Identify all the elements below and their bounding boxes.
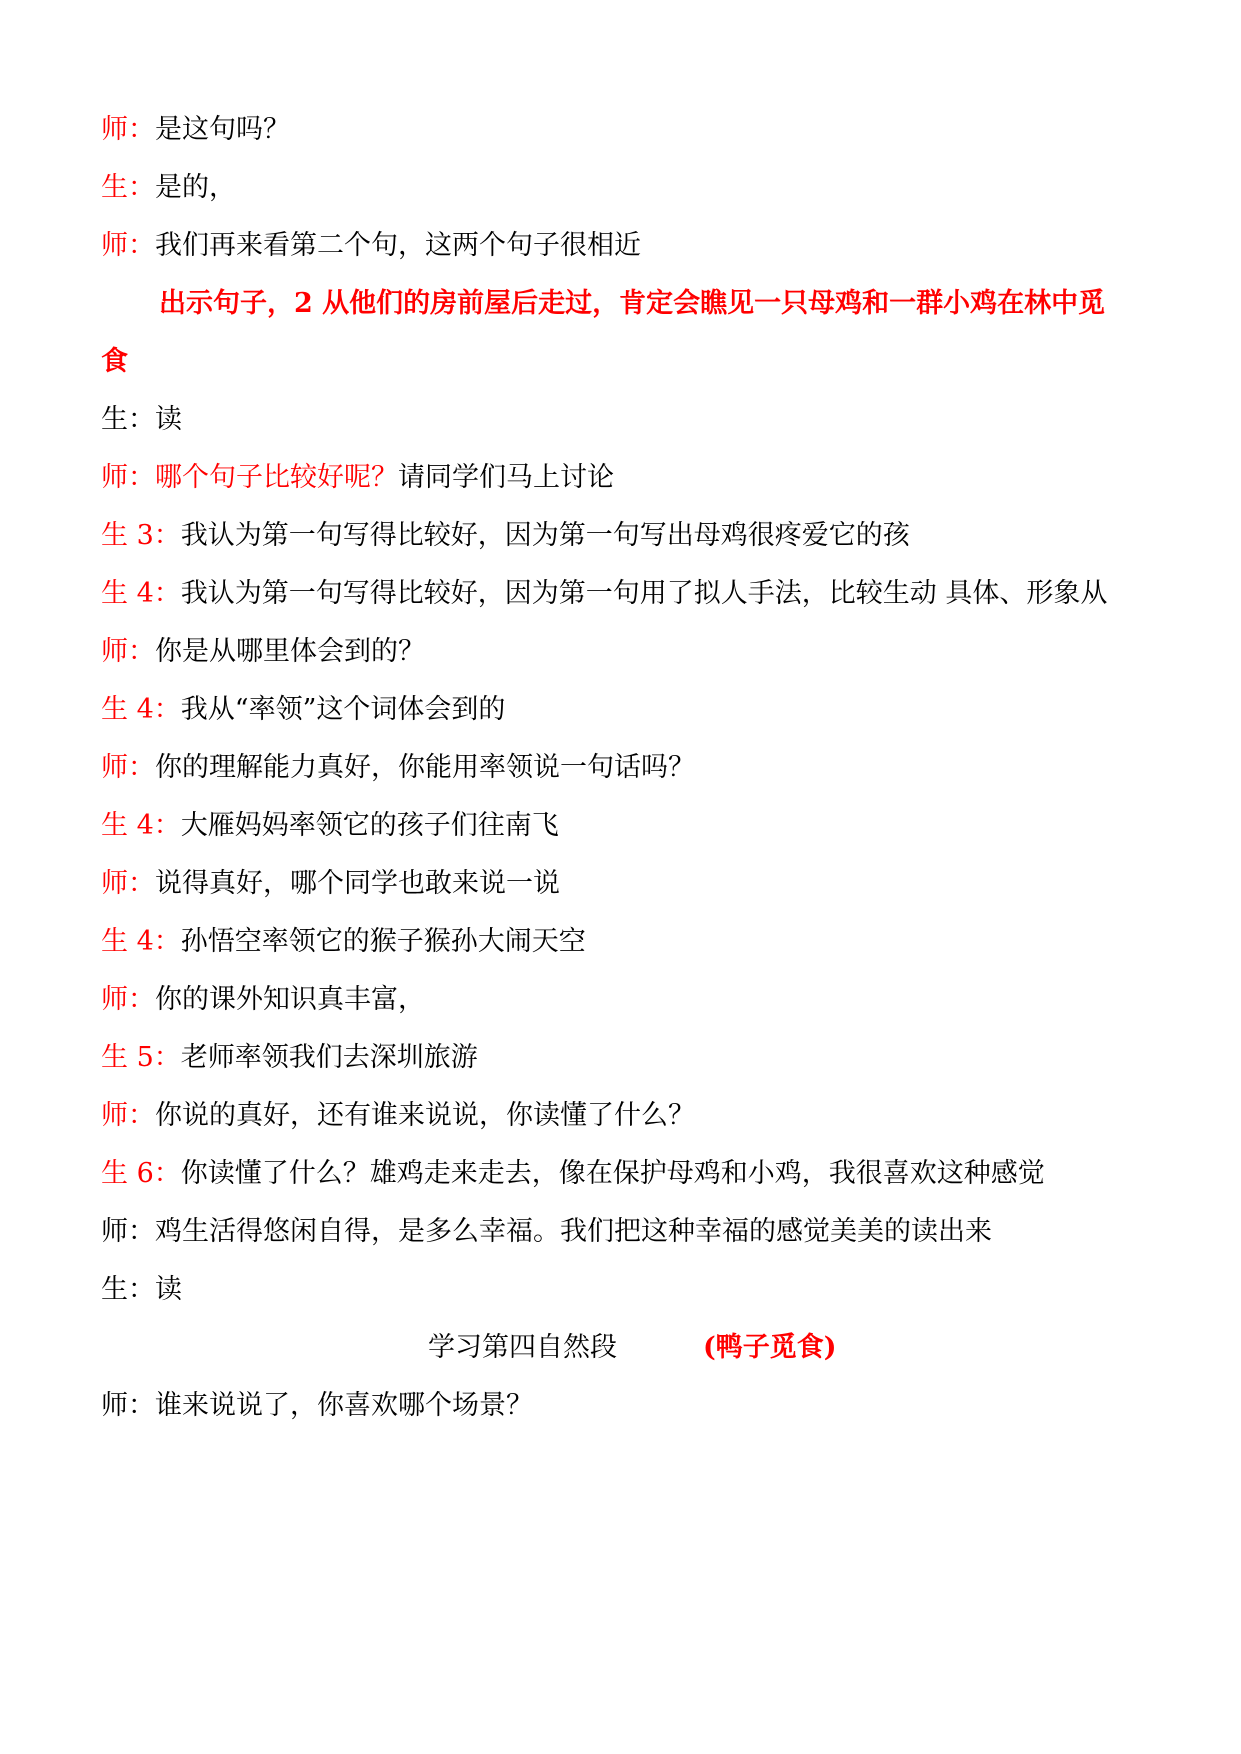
speaker-label: 生 4： <box>101 578 181 609</box>
speaker-label: 师： <box>101 462 155 493</box>
example-sentence-continued <box>101 342 1181 382</box>
speaker-label: 生 4： <box>101 694 181 725</box>
speaker-label: 生 4： <box>101 810 181 841</box>
utterance: 读 <box>155 404 182 435</box>
dialogue-line <box>101 922 1181 962</box>
dialogue-line <box>101 1386 1181 1426</box>
sentence-text: 出示句子，2 从他们的房前屋后走过，肯定会瞧见一只母鸡和一群小鸡在林中觅 <box>159 288 1106 319</box>
dialogue-line <box>101 110 1181 150</box>
utterance: 你是从哪里体会到的？ <box>155 636 425 667</box>
speaker-label: 师： <box>101 984 155 1015</box>
dialogue-line <box>101 574 1181 614</box>
utterance: 你说的真好，还有谁来说说，你读懂了什么？ <box>155 1100 695 1131</box>
speaker-label: 师： <box>101 230 155 261</box>
dialogue-line <box>101 516 1181 556</box>
dialogue-line <box>101 168 1181 208</box>
utterance: 是这句吗？ <box>155 114 290 145</box>
utterance: 我认为第一句写得比较好，因为第一句用了拟人手法，比较生动 具体、形象从 <box>180 578 1108 609</box>
dialogue-line <box>101 1270 1181 1310</box>
speaker-label: 生： <box>101 404 155 435</box>
speaker-label: 生： <box>101 172 155 203</box>
utterance: 我认为第一句写得比较好，因为第一句写出母鸡很疼爱它的孩 <box>180 520 910 551</box>
utterance: 我们再来看第二个句，这两个句子很相近 <box>155 230 641 261</box>
dialogue-line <box>101 632 1181 672</box>
utterance: 请同学们马上讨论 <box>398 462 614 493</box>
utterance: 说得真好，哪个同学也敢来说一说 <box>155 868 560 899</box>
speaker-label: 生 5： <box>101 1042 181 1073</box>
dialogue-line <box>101 690 1181 730</box>
speaker-label: 师： <box>101 752 155 783</box>
speaker-label: 师： <box>101 114 155 145</box>
dialogue-line <box>101 1212 1181 1252</box>
section-title: 学习第四自然段 <box>428 1332 617 1363</box>
dialogue-line <box>101 806 1181 846</box>
utterance: 我从“率领”这个词体会到的 <box>180 694 506 725</box>
utterance: 你的理解能力真好，你能用率领说一句话吗？ <box>155 752 695 783</box>
utterance: 谁来说说了，你喜欢哪个场景？ <box>155 1390 533 1421</box>
speaker-label: 师： <box>101 868 155 899</box>
dialogue-line <box>101 980 1181 1020</box>
speaker-label: 生 4： <box>101 926 181 957</box>
dialogue-line <box>101 864 1181 904</box>
dialogue-line <box>101 1154 1181 1194</box>
dialogue-line <box>101 1096 1181 1136</box>
utterance: 你读懂了什么？雄鸡走来走去，像在保护母鸡和小鸡，我很喜欢这种感觉 <box>180 1158 1045 1189</box>
dialogue-line <box>101 458 1181 498</box>
utterance: 老师率领我们去深圳旅游 <box>180 1042 478 1073</box>
utterance: 是的， <box>155 172 236 203</box>
speaker-label: 师： <box>101 1216 155 1247</box>
speaker-label: 师： <box>101 636 155 667</box>
speaker-label: 生 6： <box>101 1158 181 1189</box>
section-subtitle: (鸭子觅食) <box>703 1332 837 1363</box>
utterance-highlight: 哪个句子比较好呢？ <box>155 462 398 493</box>
utterance: 你的课外知识真丰富， <box>155 984 425 1015</box>
utterance: 读 <box>155 1274 182 1305</box>
dialogue-line <box>101 226 1181 266</box>
utterance: 鸡生活得悠闲自得，是多么幸福。我们把这种幸福的感觉美美的读出来 <box>155 1216 992 1247</box>
dialogue-line <box>101 748 1181 788</box>
dialogue-line <box>101 400 1181 440</box>
example-sentence <box>159 284 1239 324</box>
speaker-label: 师： <box>101 1390 155 1421</box>
speaker-label: 师： <box>101 1100 155 1131</box>
speaker-label: 生 3： <box>101 520 181 551</box>
utterance: 孙悟空率领它的猴子猴孙大闹天空 <box>180 926 586 957</box>
sentence-text: 食 <box>101 346 128 377</box>
speaker-label: 生： <box>101 1274 155 1305</box>
dialogue-line <box>101 1038 1181 1078</box>
utterance: 大雁妈妈率领它的孩子们往南飞 <box>180 810 559 841</box>
